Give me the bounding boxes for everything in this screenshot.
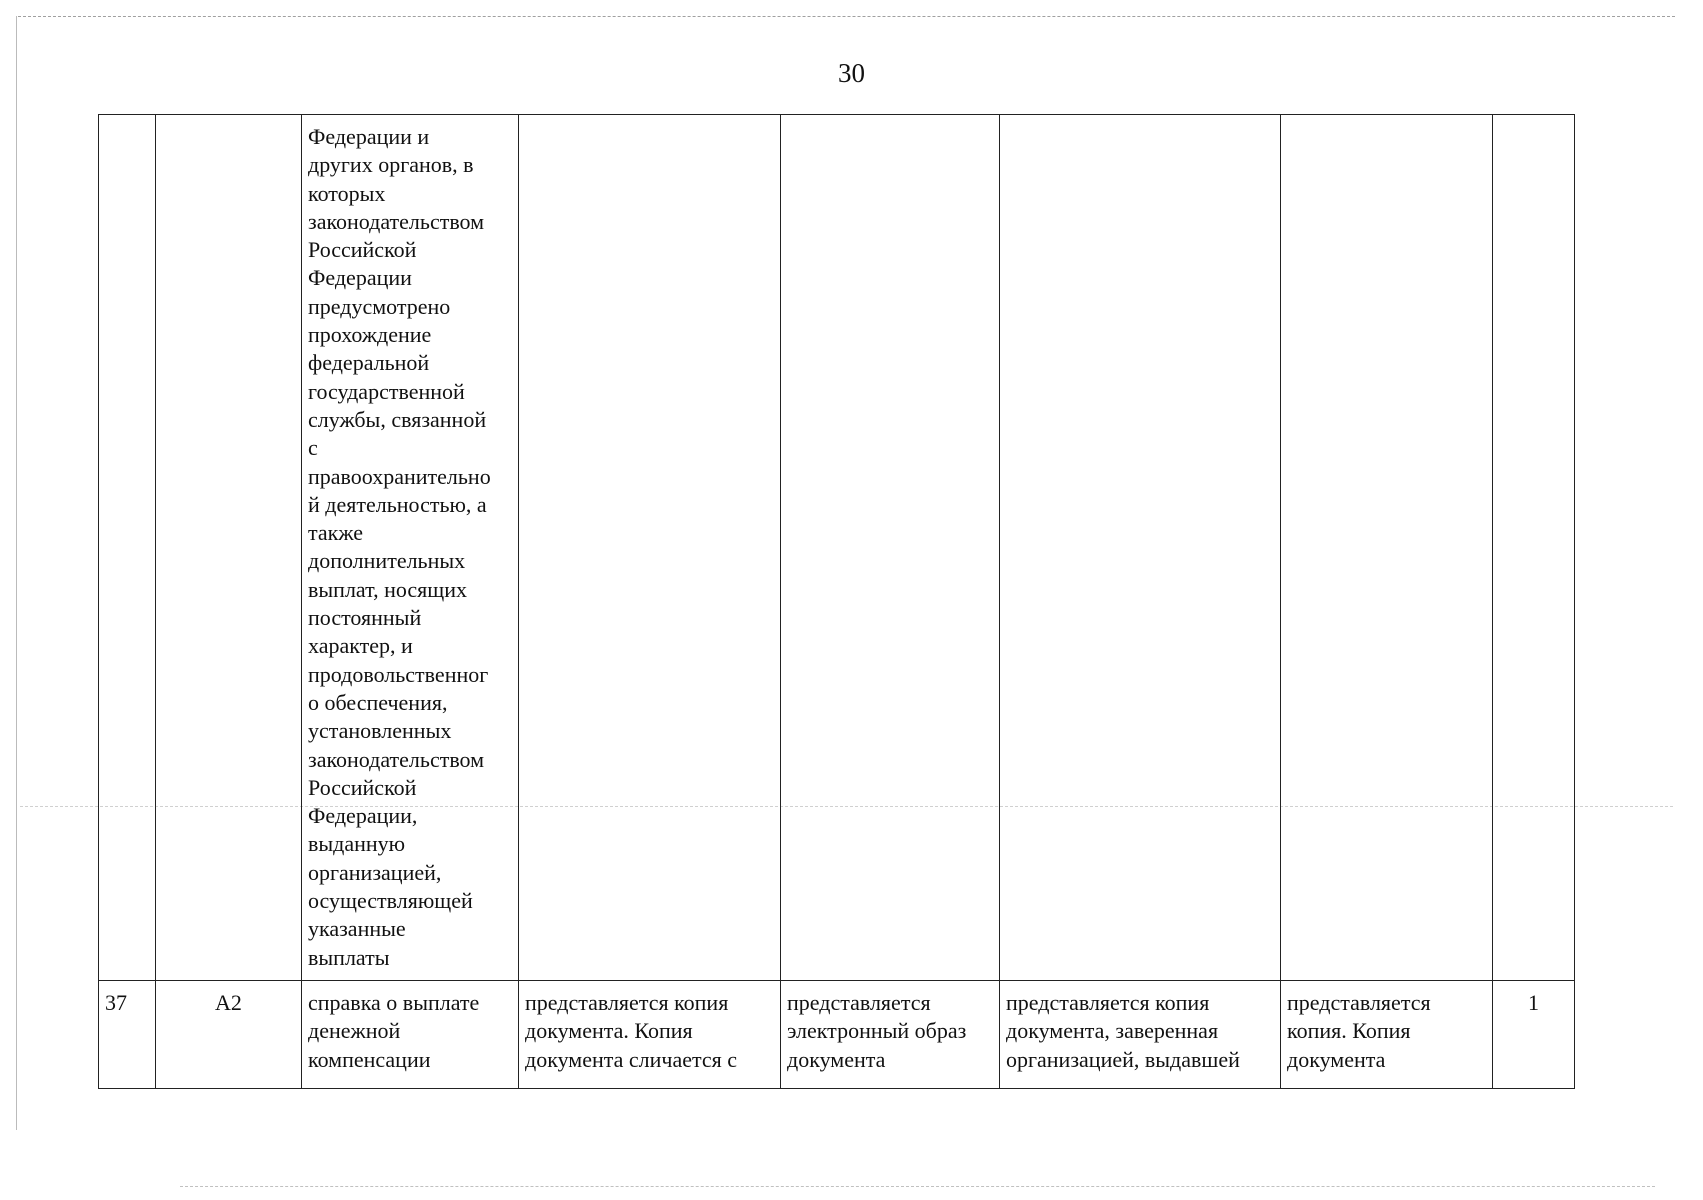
document-text-line: других органов, в	[308, 152, 474, 178]
document-text-line: дополнительных	[308, 548, 466, 574]
cell-number: 37	[99, 981, 156, 1089]
document-text-line: предусмотрено	[308, 293, 451, 319]
cell-col4: представляется копия документа. Копия документа сличается с	[519, 981, 781, 1089]
document-text-line: Федерации	[308, 265, 412, 291]
document-text-line: организацией,	[308, 859, 442, 885]
scan-edge-bottom	[180, 1186, 1655, 1187]
cell-col5-empty	[781, 115, 1000, 981]
document-text-line: выданную	[308, 831, 406, 857]
cell-col7-empty	[1281, 115, 1493, 981]
document-text-line: с	[308, 435, 318, 461]
cell-col6-empty	[1000, 115, 1281, 981]
document-text-line: установленных	[308, 718, 452, 744]
cell-col8: 1	[1493, 981, 1575, 1089]
scan-edge-left	[16, 16, 17, 1130]
document-text-line: указанные	[308, 916, 406, 942]
cell-col8-empty	[1493, 115, 1575, 981]
document-text-line: Федерации и	[308, 124, 430, 149]
document-text-line: характер, и	[308, 633, 413, 659]
document-text-line: государственной	[308, 378, 465, 404]
cell-document: справка о выплате денежной компенсации	[302, 981, 519, 1089]
table-row-37	[99, 981, 1575, 1089]
cell-col7: представляется копия. Копия документа	[1281, 981, 1493, 1089]
document-text-line: службы, связанной	[308, 406, 487, 432]
cell-col5: представляется электронный образ документа	[781, 981, 1000, 1089]
scan-edge-top	[18, 16, 1675, 17]
document-text-lines	[308, 123, 512, 972]
document-text-line: федеральной	[308, 350, 430, 376]
cell-code-empty	[156, 115, 302, 981]
document-text-line: выплаты	[308, 944, 390, 970]
document-text-line: Российской	[308, 237, 417, 263]
document-text-line: законодательством	[308, 746, 485, 772]
page-number: 30	[838, 58, 865, 88]
cell-number-empty	[99, 115, 156, 981]
document-text-line: о обеспечения,	[308, 689, 448, 715]
document-text-line: осуществляющей	[308, 888, 473, 914]
document-text-line: Российской	[308, 774, 417, 800]
document-text-line: выплат, носящих	[308, 576, 467, 602]
document-table	[98, 114, 1575, 1089]
document-text-line: прохождение	[308, 322, 432, 348]
cell-col6: представляется копия документа, заверенная организацией, выдавшей	[1000, 981, 1281, 1089]
document-text-line: которых	[308, 180, 386, 206]
document-text-line: правоохранительно	[308, 463, 491, 489]
document-text-line: продовольственног	[308, 661, 489, 687]
document-text-line: законодательством	[308, 208, 485, 234]
cell-code: A2	[156, 981, 302, 1089]
table-row-continued	[99, 115, 1575, 981]
cell-col4-empty	[519, 115, 781, 981]
cell-document-continued	[302, 115, 519, 981]
document-text-line: Федерации,	[308, 803, 418, 829]
document-text-line: также	[308, 520, 364, 546]
document-text-line: постоянный	[308, 605, 422, 631]
document-text-line: й деятельностью, а	[308, 491, 487, 517]
